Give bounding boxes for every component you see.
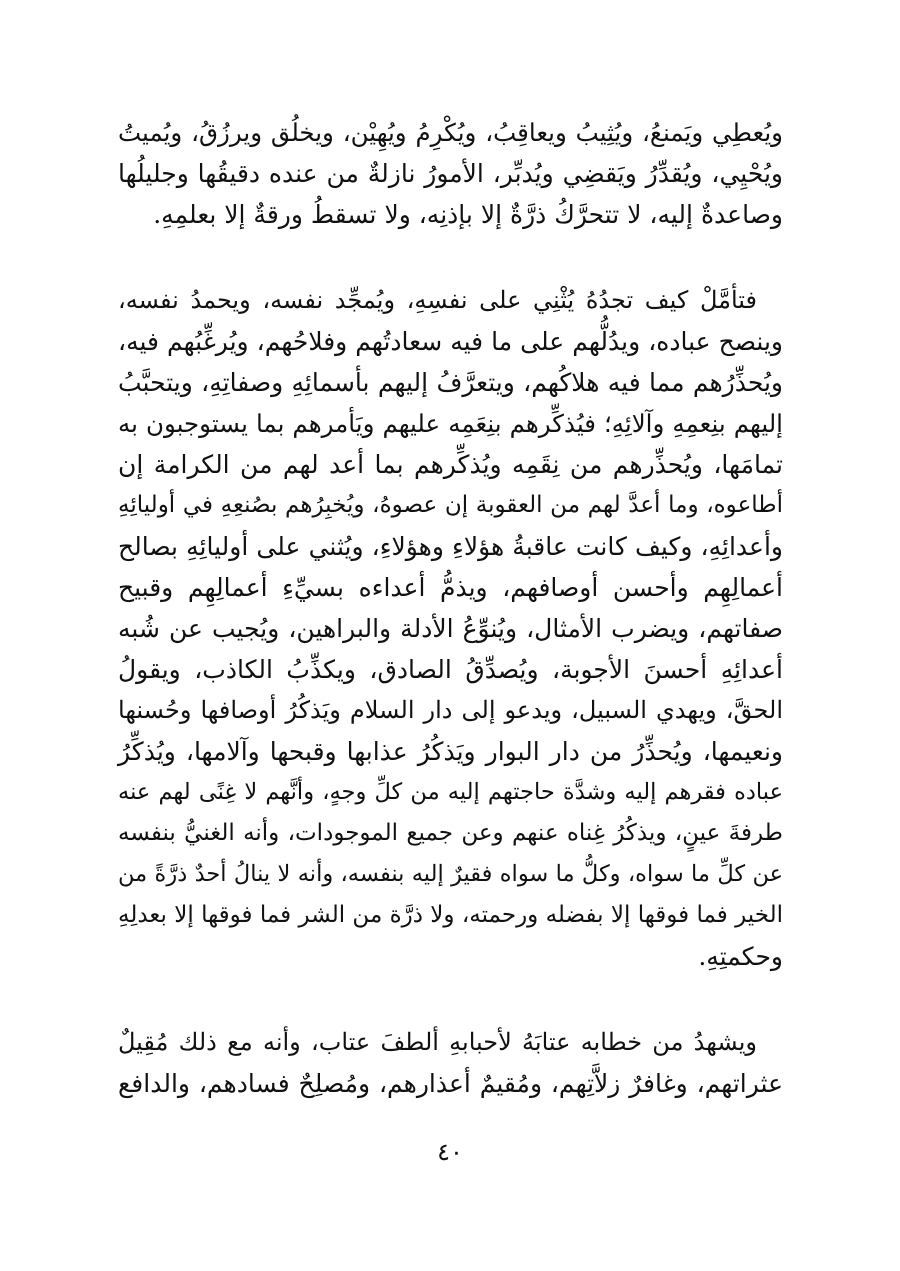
text-line: عثراتهم، وغافرٌ زلاَّتِهم، ومُقيمٌ أعذارهم، ومُصلِحٌ فسادهم، والدافع: [118, 1069, 783, 1098]
text-line: طرفةَ عينٍ، ويذكُرُ غِناه عنهم وعن جميع الموجودات، وأنه الغنيُّ بنفسه: [118, 820, 783, 846]
page-number: ٤٠: [437, 1138, 463, 1166]
text-line: أعدائِهِ أحسنَ الأجوبة، ويُصدِّقُ الصادق، ويكذِّبُ الكاذب، ويقولُ: [118, 655, 783, 684]
text-line: الخير فما فوقها إلا بفضله ورحمته، ولا ذرَّة من الشر فما فوقها إلا بعدلِهِ: [118, 902, 783, 928]
paragraph-2: [118, 280, 783, 977]
text-line: صفاتهم، ويضرب الأمثال، ويُنوِّعُ الأدلة والبراهين، ويُجيب عن شُبه: [118, 614, 783, 643]
text-line: وصاعدةٌ إليه، لا تتحرَّكُ ذرَّةٌ إلا بإذنِه، ولا تسقطُ ورقةٌ إلا بعلمِهِ.: [153, 200, 783, 229]
text-line: عن كلِّ ما سواه، وكلُّ ما سواه فقيرٌ إليه بنفسه، وأنه لا ينالُ أحدٌ ذرَّةً من: [118, 861, 783, 887]
text-line: عباده فقرهم إليه وشدَّة حاجتهم إليه من كلِّ وجهٍ، وأنَّهم لا غِنًى لهم عنه: [118, 779, 783, 805]
text-line: أطاعوه، وما أعدَّ لهم من العقوبة إن عصوهُ، ويُخبِرُهم بصُنعِهِ في أوليائِهِ: [118, 492, 783, 518]
page-body: [118, 112, 783, 1104]
text-line: ويُعطِي ويَمنعُ، ويُثِيبُ ويعاقِبُ، ويُكْرِمُ ويُهِيْن، ويخلُق ويرزُقُ، ويُميتُ: [118, 118, 783, 147]
paragraph-1: [118, 112, 783, 235]
paragraph-spacer: [118, 235, 783, 280]
text-line: وينصح عباده، ويدُلُّهم على ما فيه سعادتُهم وفلاحُهم، ويُرغِّبُهم فيه،: [118, 327, 783, 356]
text-line: الحقَّ، ويهدي السبيل، ويدعو إلى دار السلام ويَذكُرُ أوصافها وحُسنها: [118, 696, 783, 724]
text-line: ويُحْيِي، ويُقدِّرُ ويَقضِي ويُدبِّر، الأمورُ نازلةٌ من عنده دقيقُها وجليلُها: [118, 159, 783, 188]
paragraph-3: [118, 1022, 783, 1104]
text-line: ويشهدُ من خطابه عتابَهُ لأحبابهِ ألطفَ عتاب، وأنه مع ذلك مُقِيلٌ: [118, 1028, 757, 1056]
text-line: وأعدائِهِ، وكيف كانت عاقبةُ هؤلاءِ وهؤلاءِ، ويُثني على أوليائِهِ بصالح: [118, 532, 783, 561]
text-line: ويُحذِّرُهم مما فيه هلاكُهم، ويتعرَّفُ إليهم بأسمائِهِ وصفاتِهِ، ويتحبَّبُ: [118, 368, 783, 397]
text-line: ونعيمها، ويُحذِّرُ من دار البوار ويَذكُرُ عذابها وقبحها وآلامها، ويُذكِّرُ: [118, 737, 783, 766]
paragraph-spacer: [118, 977, 783, 1022]
text-line: أعمالِهِم وأحسن أوصافهم، ويذمُّ أعداءه بسيِّءِ أعمالِهِم وقبيح: [118, 573, 783, 602]
text-line: تمامَها، ويُحذِّرهم من نِقَمِه ويُذكِّرهم بما أعد لهم من الكرامة إن: [118, 450, 783, 479]
text-line: فتأمَّلْ كيف تجدُهُ يُثْنِي على نفسِهِ، ويُمجِّد نفسه، ويحمدُ نفسه،: [118, 286, 757, 314]
text-line: وحكمتِهِ.: [698, 942, 783, 971]
text-line: إليهم بنِعمِهِ وآلائِهِ؛ فيُذكِّرهم بنِعَمِه عليهم ويَأمرهم بما يستوجبون به: [118, 409, 783, 438]
